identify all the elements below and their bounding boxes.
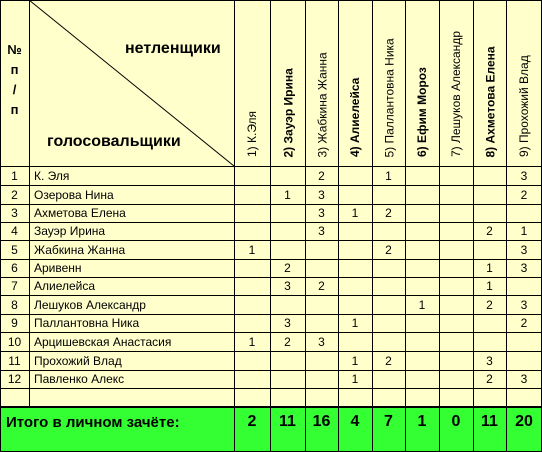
row-number-header [0, 40, 29, 120]
vote-cell: 2 [318, 168, 325, 183]
vote-cell [270, 351, 305, 370]
vote-cell [439, 185, 473, 204]
vote-cell: 3 [520, 168, 528, 183]
vote-cell [305, 351, 338, 370]
voter-name: Озерова Нина [34, 187, 114, 202]
vote-cell [439, 295, 473, 314]
vote-cell [234, 370, 270, 388]
vote-cell: 2 [486, 372, 493, 386]
vote-cell [439, 314, 473, 332]
vote-cell: 1 [351, 316, 359, 330]
col-line [305, 0, 306, 452]
voter-name: Зауэр Ирина [34, 224, 106, 238]
vote-cell: 2 [284, 334, 291, 349]
vote-cell [234, 166, 270, 185]
vote-cell [270, 295, 305, 314]
row-line [0, 332, 542, 333]
vote-cell: 3 [520, 372, 528, 386]
vote-cell [234, 277, 270, 295]
row-number: 7 [11, 279, 18, 293]
vote-cell [439, 370, 473, 388]
column-header-3: 3) Жабкина Жанна [314, 51, 329, 157]
vote-cell: 1 [248, 242, 256, 257]
vote-cell: 1 [486, 279, 493, 293]
vote-cell: 2 [486, 297, 493, 312]
vote-cell: 1 [520, 224, 528, 238]
vote-cell [439, 240, 473, 259]
vote-cell [439, 351, 473, 370]
total-value: 16 [312, 413, 331, 430]
column-header-2: 2) Зауэр Ирина [280, 67, 295, 157]
row-line [0, 314, 542, 315]
row-number: 3 [11, 206, 18, 220]
column-header-4: 4) Алиелейса [348, 77, 362, 157]
vote-cell [372, 277, 405, 295]
col-line [506, 0, 507, 452]
column-header-9: 9) Прохожий Влад [517, 55, 531, 157]
voter-name: Жабкина Жанна [34, 242, 126, 257]
border-left [0, 0, 1, 452]
vote-cell [338, 332, 372, 351]
vote-cell [473, 166, 506, 185]
row-line [0, 370, 542, 371]
row-number-header-part: № [7, 42, 22, 57]
vote-cell [506, 332, 542, 351]
vote-cell [506, 351, 542, 370]
column-header-7: 7) Лешуков Александр [449, 31, 463, 157]
vote-cell: 2 [284, 261, 291, 275]
vote-cell: 2 [520, 187, 528, 202]
vote-cell: 2 [520, 316, 528, 330]
column-header-5: 5) Паллантовна Ника [381, 37, 396, 157]
vote-cell [338, 259, 372, 277]
row-line [0, 351, 542, 352]
row-number-header-part: п [10, 102, 19, 117]
vote-cell: 1 [248, 334, 256, 349]
vote-cell: 3 [486, 353, 493, 368]
vote-cell [405, 332, 439, 351]
row-number-header-part: / [12, 82, 17, 97]
vote-cell [439, 204, 473, 222]
row-number: 1 [11, 168, 18, 183]
vote-cell: 2 [385, 353, 392, 368]
row-line [0, 204, 542, 205]
row-number: 4 [11, 224, 18, 238]
vote-cell [234, 259, 270, 277]
col-line [473, 0, 474, 452]
voter-name: К. Эля [34, 168, 70, 183]
voter-name: Ахметова Елена [34, 206, 126, 220]
col-line [338, 0, 339, 452]
vote-cell [338, 295, 372, 314]
column-header-1: 1) К.Эля [245, 110, 259, 157]
vote-cell [405, 222, 439, 240]
vote-cell: 3 [318, 334, 325, 349]
vote-cell [372, 314, 405, 332]
vote-cell [270, 370, 305, 388]
vote-cell [405, 185, 439, 204]
vote-cell [405, 314, 439, 332]
vote-cell [405, 240, 439, 259]
vote-cell [372, 370, 405, 388]
totals-top-line [0, 406, 542, 408]
vote-cell [338, 277, 372, 295]
col-line [270, 0, 271, 452]
vote-cell: 1 [351, 206, 359, 220]
header-diagonal-line [29, 0, 234, 166]
col-line [234, 0, 235, 452]
border-top [0, 0, 542, 1]
vote-cell [338, 185, 372, 204]
vote-cell [506, 204, 542, 222]
vote-cell [270, 240, 305, 259]
vote-cell: 3 [318, 224, 325, 238]
vote-cell [405, 204, 439, 222]
vote-cell [439, 259, 473, 277]
row-line [0, 240, 542, 241]
vote-cell [439, 222, 473, 240]
vote-cell [338, 166, 372, 185]
vote-cell: 1 [351, 353, 359, 368]
vote-cell: 1 [385, 168, 392, 183]
vote-cell [234, 295, 270, 314]
total-value: 11 [481, 413, 498, 430]
vote-cell: 3 [318, 187, 325, 202]
voter-name: Аривенн [34, 261, 82, 275]
vote-cell: 2 [385, 206, 392, 220]
total-value: 7 [384, 413, 393, 430]
voter-name: Прохожий Влад [34, 353, 122, 368]
vote-cell: 2 [318, 279, 325, 293]
vote-cell [305, 314, 338, 332]
vote-cell: 3 [520, 261, 528, 275]
voter-name: Лешуков Александр [34, 297, 146, 312]
row-line [0, 277, 542, 278]
total-value: 11 [279, 413, 296, 430]
col-line [372, 0, 373, 452]
vote-cell [473, 204, 506, 222]
row-line [0, 222, 542, 223]
row-line [0, 295, 542, 296]
totals-label: Итого в личном зачёте: [6, 413, 180, 431]
vote-cell [234, 314, 270, 332]
voter-name: Арцишевская Анастасия [34, 334, 172, 349]
vote-cell [473, 185, 506, 204]
header-diagonal [29, 0, 234, 166]
row-number: 5 [11, 242, 18, 257]
vote-cell: 2 [385, 242, 392, 257]
row-number: 6 [11, 261, 18, 275]
vote-cell [372, 259, 405, 277]
vote-cell [439, 277, 473, 295]
vote-cell [405, 277, 439, 295]
row-line [0, 185, 542, 186]
vote-cell: 3 [284, 279, 291, 293]
row-number: 9 [11, 316, 18, 330]
row-number: 2 [11, 187, 18, 202]
vote-cell: 1 [284, 187, 291, 202]
vote-cell [506, 277, 542, 295]
voter-name: Алиелейса [34, 279, 96, 293]
vote-cell [305, 240, 338, 259]
col-line [439, 0, 440, 452]
total-value: 0 [451, 413, 461, 430]
row-line [0, 166, 542, 167]
vote-cell: 2 [486, 224, 493, 238]
row-number-header-part: п [10, 62, 19, 77]
vote-cell [372, 222, 405, 240]
vote-cell [270, 222, 305, 240]
header-rows-caption: голосовальщики [47, 133, 181, 150]
vote-cell [405, 351, 439, 370]
vote-cell [338, 222, 372, 240]
row-number: 10 [7, 334, 22, 349]
vote-cell [473, 314, 506, 332]
row-number: 8 [11, 297, 18, 312]
total-value: 2 [247, 413, 257, 430]
vote-cell: 3 [520, 297, 528, 312]
vote-cell [305, 370, 338, 388]
voter-name: Паллантовна Ника [34, 316, 140, 330]
col-line [29, 0, 30, 406]
column-header-6: 6) Ефим Мороз [415, 67, 429, 157]
row-line [0, 259, 542, 260]
vote-cell [270, 204, 305, 222]
column-header-8: 8) Ахметова Елена [482, 45, 497, 157]
vote-cell: 1 [351, 372, 359, 386]
vote-cell [405, 259, 439, 277]
vote-cell: 1 [418, 297, 426, 312]
vote-cell [338, 240, 372, 259]
vote-cell [305, 259, 338, 277]
vote-cell [372, 295, 405, 314]
vote-cell [405, 166, 439, 185]
vote-cell [473, 332, 506, 351]
vote-cell [234, 222, 270, 240]
vote-cell [234, 185, 270, 204]
vote-cell [305, 295, 338, 314]
vote-cell [439, 166, 473, 185]
vote-cell [372, 332, 405, 351]
vote-cell [234, 351, 270, 370]
vote-cell: 3 [520, 242, 528, 257]
total-value: 20 [515, 413, 533, 430]
voter-name: Павленко Алекс [34, 372, 125, 386]
vote-cell [473, 240, 506, 259]
vote-cell [405, 370, 439, 388]
vote-cell [372, 185, 405, 204]
row-number: 11 [8, 353, 21, 368]
vote-cell: 1 [486, 261, 493, 275]
vote-cell [270, 166, 305, 185]
col-line [405, 0, 406, 452]
row-number: 12 [7, 372, 22, 386]
row-line [0, 388, 542, 389]
total-value: 1 [417, 413, 427, 430]
header-columns-caption: нетленщики [125, 40, 221, 57]
vote-cell [439, 332, 473, 351]
total-value: 4 [350, 413, 360, 430]
vote-cell [234, 204, 270, 222]
vote-cell: 3 [284, 316, 291, 330]
vote-cell: 3 [318, 206, 325, 220]
